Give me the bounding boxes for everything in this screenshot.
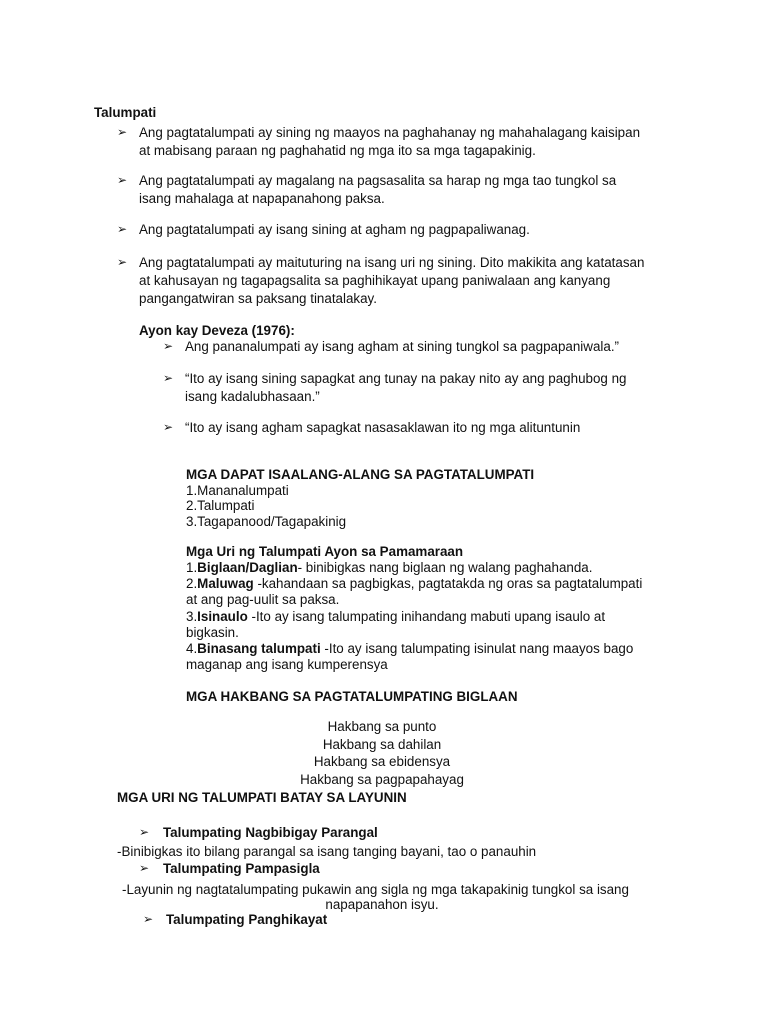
uri-paraan-item bbox=[186, 575, 642, 592]
bullet-line: Ang pagtatalumpati ay magalang na pagsasalita sa harap ng mga tao tungkol sa bbox=[139, 173, 617, 188]
arrow-bullet-icon: ➢ bbox=[117, 125, 128, 139]
arrow-bullet-icon: ➢ bbox=[117, 173, 128, 187]
bullet-line: Ang pagtatalumpati ay sining ng maayos na paghahanay ng mahahalagang kaisipan bbox=[139, 125, 641, 140]
bullet-line: at kahusayan ng tagapagsalita sa paghihikayat upang paniwalaan ang kanyang bbox=[139, 273, 611, 288]
dapat-item: 2.Talumpati bbox=[186, 498, 255, 513]
layunin-item-desc: -Layunin ng nagtatalumpating pukawin ang sigla ng mga takapakinig tungkol sa isang bbox=[122, 882, 629, 897]
hakbang-heading: MGA HAKBANG SA PAGTATALUMPATING BIGLAAN bbox=[186, 689, 518, 704]
layunin-item-desc: -Binibigkas ito bilang parangal sa isang tanging bayani, tao o panauhin bbox=[117, 844, 537, 859]
bullet-line: Ang pagtatalumpati ay isang sining at agham ng pagpapaliwanag. bbox=[139, 222, 530, 237]
layunin-item-title: Talumpating Nagbibigay Parangal bbox=[163, 825, 378, 840]
layunin-item-desc-cont: napapanahon isyu. bbox=[325, 897, 439, 912]
dapat-item: 3.Tagapanood/Tagapakinig bbox=[186, 514, 347, 529]
deveza-line: “Ito ay isang sining sapagkat ang tunay na pakay nito ay ang paghubog ng bbox=[185, 371, 627, 386]
item-term: Biglaan/Daglian bbox=[197, 560, 298, 575]
uri-paraan-item bbox=[186, 608, 605, 625]
layunin-item-title: Talumpating Pampasigla bbox=[163, 861, 320, 876]
layunin-heading: MGA URI NG TALUMPATI BATAY SA LAYUNIN bbox=[117, 790, 407, 805]
item-number: 2. bbox=[186, 576, 198, 591]
layunin-item-title: Talumpating Panghikayat bbox=[166, 912, 328, 927]
item-desc-cont: at ang pag-uulit sa paksa. bbox=[186, 592, 340, 607]
item-number: 4. bbox=[186, 641, 198, 656]
bullet-line: pangangatwiran sa paksang tinatalakay. bbox=[139, 291, 377, 306]
deveza-line: Ang pananalumpati ay isang agham at sining tungkol sa pagpapaniwala.” bbox=[185, 339, 620, 354]
arrow-bullet-icon: ➢ bbox=[143, 912, 154, 926]
item-term: Maluwag bbox=[197, 576, 254, 591]
item-desc-cont: maganap ang isang kumperensya bbox=[186, 657, 388, 672]
bullet-line: isang mahalaga at napapanahong paksa. bbox=[139, 191, 385, 206]
arrow-bullet-icon: ➢ bbox=[117, 255, 128, 269]
hakbang-item: Hakbang sa dahilan bbox=[322, 737, 442, 752]
deveza-line: “Ito ay isang agham sapagkat nasasaklawan ito ng mga alituntunin bbox=[185, 420, 581, 435]
dapat-heading: MGA DAPAT ISAALANG-ALANG SA PAGTATALUMPATI bbox=[186, 467, 535, 482]
deveza-line: isang kadalubhasaan.” bbox=[185, 389, 320, 404]
item-desc: -Ito ay isang talumpating isinulat nang maayos bago bbox=[320, 641, 634, 656]
item-desc: -Ito ay isang talumpating inihandang mabuti upang isaulo at bbox=[247, 609, 606, 624]
arrow-bullet-icon: ➢ bbox=[117, 222, 128, 236]
item-term: Isinaulo bbox=[197, 609, 248, 624]
dapat-item: 1.Mananalumpati bbox=[186, 483, 289, 498]
hakbang-item: Hakbang sa pagpapahayag bbox=[300, 772, 464, 787]
item-desc: - binibigkas nang biglaan ng walang paghahanda. bbox=[297, 560, 593, 575]
arrow-bullet-icon: ➢ bbox=[163, 371, 174, 385]
uri-paraan-item bbox=[186, 559, 592, 576]
bullet-line: at mabisang paraan ng paghahatid ng mga ito sa mga tagapakinig. bbox=[139, 143, 536, 158]
uri-paraan-item bbox=[186, 640, 633, 657]
hakbang-item: Hakbang sa ebidensya bbox=[313, 754, 451, 769]
arrow-bullet-icon: ➢ bbox=[163, 339, 174, 353]
hakbang-item: Hakbang sa punto bbox=[327, 719, 437, 734]
item-number: 1. bbox=[186, 560, 198, 575]
item-term: Binasang talumpati bbox=[197, 641, 321, 656]
deveza-heading: Ayon kay Deveza (1976): bbox=[139, 323, 295, 338]
arrow-bullet-icon: ➢ bbox=[139, 861, 150, 875]
bullet-line: Ang pagtatalumpati ay maituturing na isang uri ng sining. Dito makikita ang katatasan bbox=[139, 255, 645, 270]
item-desc-cont: bigkasin. bbox=[186, 625, 239, 640]
arrow-bullet-icon: ➢ bbox=[139, 825, 150, 839]
item-desc: -kahandaan sa pagbigkas, pagtatakda ng oras sa pagtatalumpati bbox=[253, 576, 643, 591]
item-number: 3. bbox=[186, 609, 198, 624]
arrow-bullet-icon: ➢ bbox=[163, 420, 174, 434]
document-title: Talumpati bbox=[94, 105, 157, 120]
uri-paraan-heading: Mga Uri ng Talumpati Ayon sa Pamamaraan bbox=[186, 544, 464, 559]
